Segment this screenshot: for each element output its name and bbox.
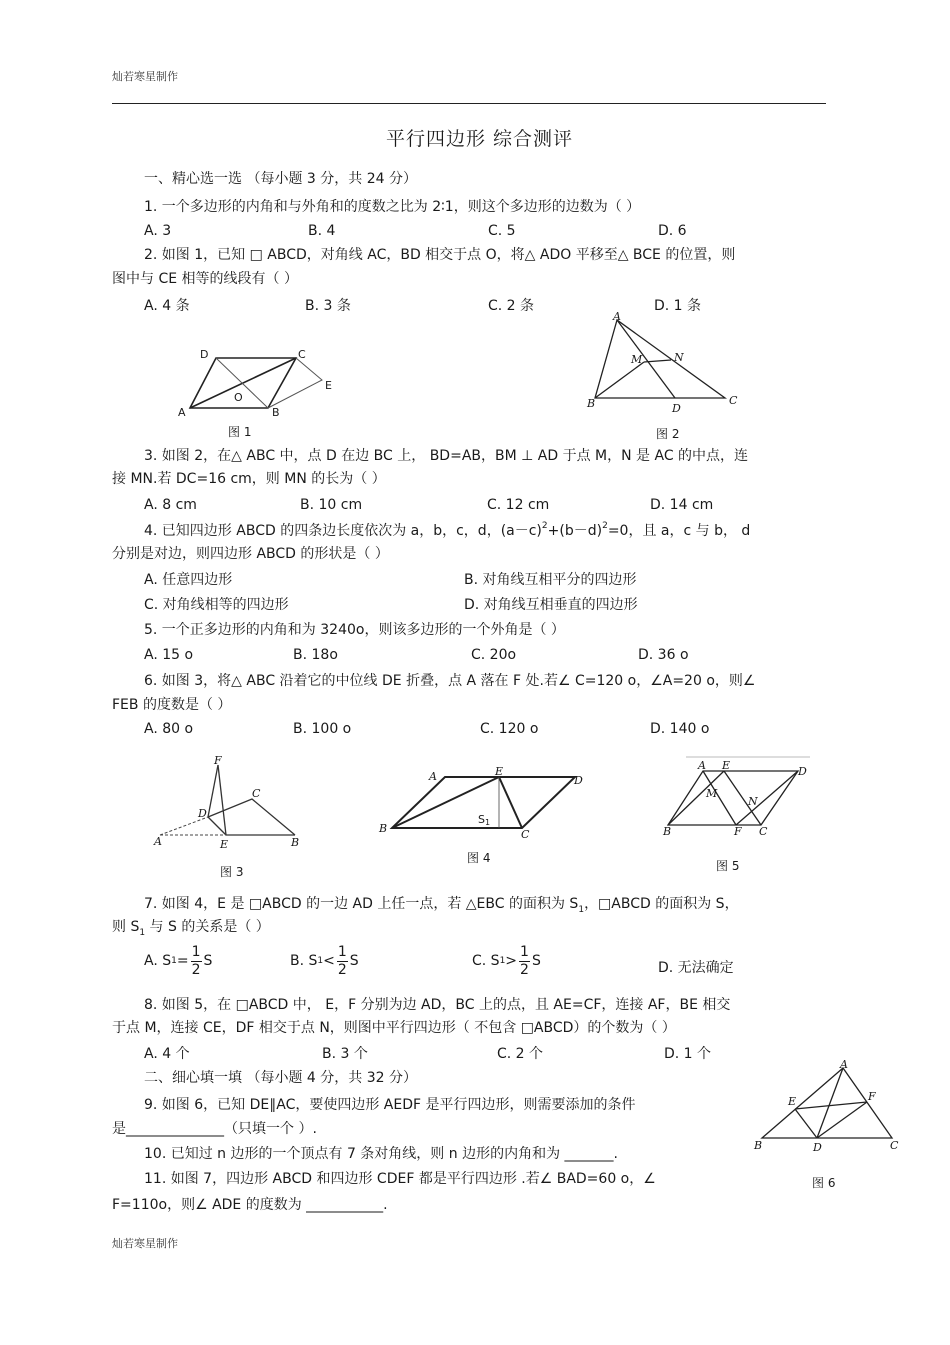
q4-option-a: A. 任意四边形 xyxy=(144,572,233,588)
q4-exponent-2: 2 xyxy=(602,521,608,531)
q7-b-den: 2 xyxy=(337,962,347,978)
header-rule xyxy=(112,103,826,104)
fig2-caption: 图 2 xyxy=(656,427,680,441)
fig6-label-d: D xyxy=(813,1141,822,1154)
q7-b-op: < xyxy=(323,953,335,969)
q2-stem-line1: 2. 如图 1，已知 □ ABCD，对角线 AC，BD 相交于点 O，将△ ADO 平移至△ BCE 的位置，则 xyxy=(144,247,736,263)
fig2-label-c: C xyxy=(729,394,738,407)
q1-option-a: A. 3 xyxy=(144,223,172,239)
q2-option-c: C. 2 条 xyxy=(488,298,535,314)
section1-heading: 一、精心选一选 （每小题 3 分，共 24 分） xyxy=(144,171,417,187)
q7-stem1-pre: 7. 如图 4，E 是 □ABCD 的一边 AD 上任一点，若 △EBC 的面积为 S xyxy=(144,896,579,912)
q8-option-d: D. 1 个 xyxy=(664,1046,712,1062)
figure-4 xyxy=(375,760,590,845)
q4-option-c: C. 对角线相等的四边形 xyxy=(144,597,289,613)
fig4-label-c: C xyxy=(521,828,530,841)
q5-option-d: D. 36 o xyxy=(638,647,689,663)
q4-stem-line2: 分别是对边，则四边形 ABCD 的形状是（ ） xyxy=(112,546,389,562)
q2-option-a: A. 4 条 xyxy=(144,298,190,314)
figure-2 xyxy=(585,310,745,415)
q3-option-d: D. 14 cm xyxy=(650,497,714,513)
fig4-area-label: S xyxy=(478,813,485,826)
q5-stem: 5. 一个正多边形的内角和为 3240o，则该多边形的一个外角是（ ） xyxy=(144,622,565,638)
q10-stem: 10. 已知过 n 边形的一个顶点有 7 条对角线，则 n 边形的内角和为 _______. xyxy=(144,1146,618,1162)
q5-option-a: A. 15 o xyxy=(144,647,194,663)
fig4-label-b: B xyxy=(379,822,388,835)
q7-stem-line1 xyxy=(144,895,739,919)
figure-6 xyxy=(752,1058,902,1158)
fig5-label-n: N xyxy=(748,795,758,808)
q7-stem2-pre: 则 S xyxy=(112,919,140,935)
q6-option-b: B. 100 o xyxy=(293,721,352,737)
figure-5 xyxy=(658,755,818,845)
q7-option-b xyxy=(290,944,359,979)
svg-text:S1 xyxy=(478,813,490,827)
q7-c-pre: C. S xyxy=(472,953,500,969)
q4-stem-pre: 4. 已知四边形 ABCD 的四条边长度依次为 a，b，c，d，(a－c) xyxy=(144,523,542,539)
fig6-label-c: C xyxy=(890,1139,899,1152)
q2-stem-line2: 图中与 CE 相等的线段有（ ） xyxy=(112,271,298,287)
header-maker: 灿若寒星制作 xyxy=(112,70,178,83)
q7-b-num: 1 xyxy=(337,944,347,960)
q7-a-den: 2 xyxy=(191,962,201,978)
fig4-label-d: D xyxy=(574,774,583,787)
q3-option-c: C. 12 cm xyxy=(487,497,550,513)
q7-c-sub: 1 xyxy=(499,956,506,966)
fig4-label-e: E xyxy=(495,765,504,778)
q6-option-c: C. 120 o xyxy=(480,721,539,737)
fig5-caption: 图 5 xyxy=(716,859,740,873)
page-title: 平行四边形 综合测评 xyxy=(386,128,574,150)
q7-b-sub: 1 xyxy=(317,956,324,966)
q7-b-s: S xyxy=(349,953,359,969)
q7-b-pre: B. S xyxy=(290,953,318,969)
fig6-label-b: B xyxy=(754,1139,763,1152)
q6-option-a: A. 80 o xyxy=(144,721,194,737)
q7-stem-line2 xyxy=(112,918,270,942)
q8-stem-line1: 8. 如图 5，在 □ABCD 中， E，F 分别为边 AD，BC 上的点，且 AE=CF，连接 AF，BE 相交 xyxy=(144,997,731,1013)
q9-stem-line2: 是______________（只填一个 ）. xyxy=(112,1121,317,1137)
fig5-label-d: D xyxy=(798,765,807,778)
q7-a-op: = xyxy=(176,953,189,969)
q11-stem-line1: 11. 如图 7，四边形 ABCD 和四边形 CDEF 都是平行四边形 .若∠ BAD=60 o，∠ xyxy=(144,1171,656,1187)
q7-c-num: 1 xyxy=(520,944,529,960)
q7-stem2-sub: 1 xyxy=(139,927,146,938)
q6-stem-line2: FEB 的度数是（ ） xyxy=(112,697,232,713)
q7-option-a xyxy=(144,944,212,979)
fig1-label-d: D xyxy=(200,348,209,361)
q3-stem-line1: 3. 如图 2，在△ ABC 中，点 D 在边 BC 上， BD=AB，BM ⊥ AD 于点 M，N 是 AC 的中点，连 xyxy=(144,448,749,464)
fig4-caption: 图 4 xyxy=(467,851,491,865)
fig6-label-e: E xyxy=(788,1095,797,1108)
q8-option-b: B. 3 个 xyxy=(322,1046,368,1062)
q7-c-op: > xyxy=(505,953,518,969)
q7-a-fraction xyxy=(191,944,202,979)
q5-option-c: C. 20o xyxy=(471,647,517,663)
fig5-label-b: B xyxy=(663,825,672,838)
fig6-label-a: A xyxy=(840,1058,848,1071)
fig6-label-f: F xyxy=(868,1090,876,1103)
fig2-label-b: B xyxy=(587,397,596,410)
fig2-label-d: D xyxy=(672,402,681,415)
q4-stem-post: =0，且 a，c 与 b， d xyxy=(607,523,751,539)
q6-stem-line1: 6. 如图 3，将△ ABC 沿着它的中位线 DE 折叠，点 A 落在 F 处.若∠ C=120 o，∠A=20 o，则∠ xyxy=(144,673,756,689)
fig3-label-f: F xyxy=(214,754,222,767)
q7-a-sub: 1 xyxy=(171,956,177,966)
q3-option-a: A. 8 cm xyxy=(144,497,197,513)
q1-stem: 1. 一个多边形的内角和与外角和的度数之比为 2∶1，则这个多边形的边数为（ ） xyxy=(144,199,641,215)
fig5-label-c: C xyxy=(759,825,768,838)
q8-stem-line2: 于点 M，连接 CE，DF 相交于点 N，则图中平行四边形（ 不包含 □ABCD）的个数为（ ） xyxy=(112,1020,676,1036)
q5-option-b: B. 18o xyxy=(293,647,338,663)
q4-option-b: B. 对角线互相平分的四边形 xyxy=(464,572,637,588)
q7-option-d: D. 无法确定 xyxy=(658,960,734,976)
fig2-label-m: M xyxy=(631,353,643,366)
fig3-label-a: A xyxy=(154,835,162,848)
q3-option-b: B. 10 cm xyxy=(300,497,363,513)
q7-c-s: S xyxy=(531,953,541,969)
fig5-label-f: F xyxy=(734,825,742,838)
q7-option-c xyxy=(472,944,541,979)
figure-3 xyxy=(150,755,305,850)
fig1-caption: 图 1 xyxy=(228,425,252,439)
q7-stem1-sub: 1 xyxy=(578,904,585,915)
q7-stem2-post: 与 S 的关系是（ ） xyxy=(145,919,270,935)
fig3-label-d: D xyxy=(198,807,207,820)
fig1-label-b: B xyxy=(272,406,280,419)
q3-stem-line2: 接 MN.若 DC=16 cm，则 MN 的长为（ ） xyxy=(112,471,386,487)
q7-a-s: S xyxy=(203,953,213,969)
q1-option-b: B. 4 xyxy=(308,223,336,239)
fig3-caption: 图 3 xyxy=(220,865,244,879)
fig1-label-o: O xyxy=(234,391,243,404)
q8-option-a: A. 4 个 xyxy=(144,1046,190,1062)
fig5-label-e: E xyxy=(722,759,731,772)
q4-stem-line1 xyxy=(144,522,750,540)
q4-option-d: D. 对角线互相垂直的四边形 xyxy=(464,597,638,613)
q1-option-d: D. 6 xyxy=(658,223,687,239)
q1-option-c: C. 5 xyxy=(488,223,516,239)
q4-exponent-1: 2 xyxy=(541,521,548,531)
q7-c-fraction xyxy=(519,944,530,979)
q7-c-den: 2 xyxy=(520,962,529,978)
fig1-label-e: E xyxy=(325,379,332,392)
section2-heading: 二、细心填一填 （每小题 4 分，共 32 分） xyxy=(144,1070,417,1086)
fig4-area-sub: 1 xyxy=(484,818,491,827)
q7-b-fraction xyxy=(337,944,348,979)
q4-stem-mid: +(b－d) xyxy=(547,523,603,539)
q7-a-num: 1 xyxy=(191,944,201,960)
q7-a-pre: A. S xyxy=(144,953,172,969)
figure-1 xyxy=(170,342,345,424)
fig1-label-c: C xyxy=(298,348,306,361)
q7-stem1-post: ，□ABCD 的面积为 S， xyxy=(584,896,739,912)
fig3-label-e: E xyxy=(220,838,229,851)
fig5-label-a: A xyxy=(698,759,706,772)
q9-stem-line1: 9. 如图 6，已知 DE∥AC，要使四边形 AEDF 是平行四边形，则需要添加的条件 xyxy=(144,1097,636,1113)
q2-option-d: D. 1 条 xyxy=(654,298,702,314)
q11-stem-line2: F=110o，则∠ ADE 的度数为 ___________. xyxy=(112,1197,388,1213)
fig3-label-b: B xyxy=(291,836,300,849)
fig6-caption: 图 6 xyxy=(812,1176,836,1190)
fig1-label-a: A xyxy=(178,406,186,419)
q8-option-c: C. 2 个 xyxy=(497,1046,544,1062)
fig5-label-m: M xyxy=(706,787,718,800)
fig3-label-c: C xyxy=(252,787,261,800)
fig2-label-a: A xyxy=(613,310,621,323)
q2-option-b: B. 3 条 xyxy=(305,298,351,314)
fig2-label-n: N xyxy=(674,351,684,364)
footer-maker: 灿若寒星制作 xyxy=(112,1237,178,1250)
fig4-label-a: A xyxy=(429,770,437,783)
q6-option-d: D. 140 o xyxy=(650,721,710,737)
